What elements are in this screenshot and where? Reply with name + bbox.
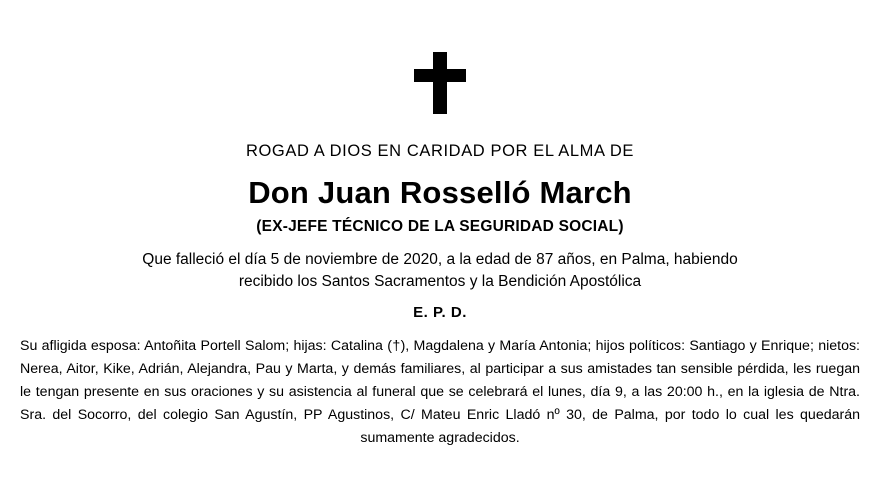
cross-vertical-bar — [433, 52, 447, 114]
family-message: Su afligida esposa: Antoñita Portell Salom; hijas: Catalina (†), Magdalena y María Antonia; hijos políticos: Santiago y Enrique; nietos: Nerea, Aitor, Kike, Adrián, Alejandra, Pau y Marta, y demás familiares, al participar a sus amistades tan sensible pérdida, les ruegan le tengan presente en sus oraciones y su asistencia al funeral que se celebrará el lunes, día 9, a las 20:00 h., en la iglesia de Ntra. Sra. del Socorro, del colegio San Agustín, PP Agustinos, C/ Mateu Enric Lladó nº 30, de Palma, por todo lo cual les quedarán sumamente agradecidos. — [20, 337, 860, 446]
latin-cross-icon — [414, 52, 466, 114]
cross-icon-wrapper — [20, 52, 860, 114]
death-details: Que falleció el día 5 de noviembre de 2020, a la edad de 87 años, en Palma, habiendo recibido los Santos Sacramentos y la Bendición Apostólica — [142, 251, 738, 291]
deceased-name: Don Juan Rosselló March — [248, 175, 632, 210]
cross-horizontal-bar — [414, 69, 466, 82]
epd-abbreviation: E. P. D. — [413, 303, 467, 321]
deceased-title: (EX-JEFE TÉCNICO DE LA SEGURIDAD SOCIAL) — [256, 218, 624, 235]
invocation-line: ROGAD A DIOS EN CARIDAD POR EL ALMA DE — [245, 142, 635, 160]
